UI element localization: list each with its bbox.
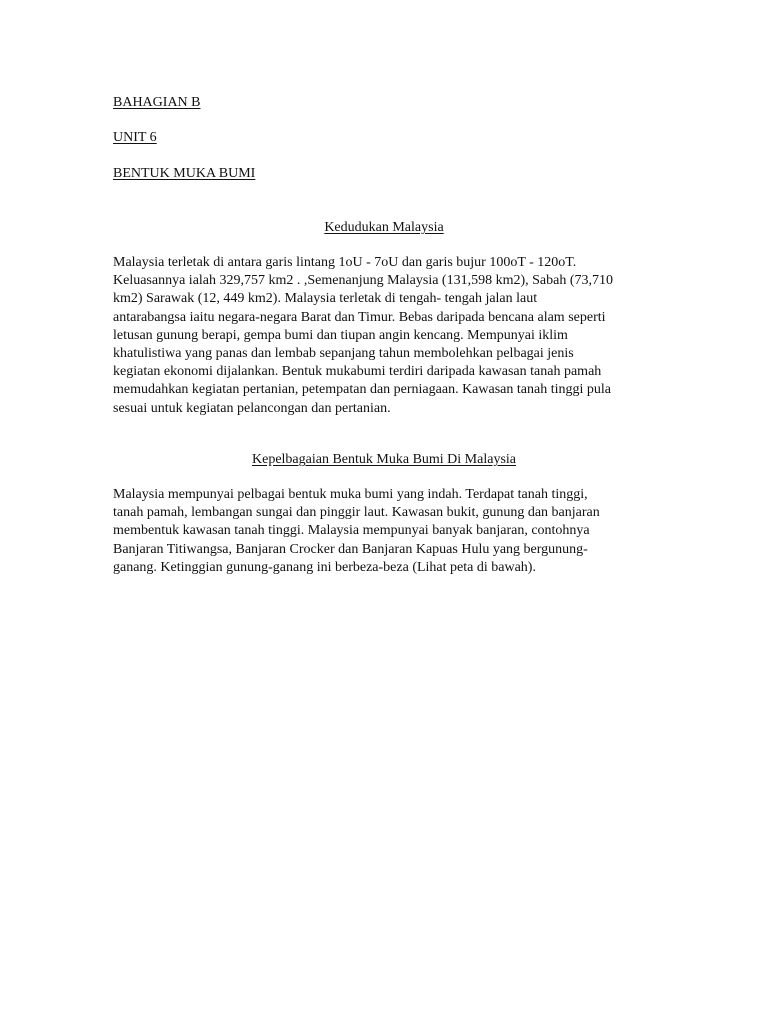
topic-heading: BENTUK MUKA BUMI <box>113 166 256 181</box>
section1-paragraph <box>113 254 658 418</box>
paragraph-line: membentuk kawasan tanah tinggi. Malaysia mempunyai banyak banjaran, contohnya <box>113 523 590 539</box>
section2-title: Kepelbagaian Bentuk Muka Bumi Di Malaysia <box>252 452 516 467</box>
section1-title: Kedudukan Malaysia <box>324 220 444 235</box>
paragraph-line: Malaysia terletak di antara garis lintang 1oU - 7oU dan garis bujur 100oT - 120oT. <box>113 255 577 270</box>
paragraph-line: sesuai untuk kegiatan pelancongan dan pertanian. <box>113 400 391 416</box>
unit-heading: UNIT 6 <box>113 130 157 145</box>
paragraph-line: Banjaran Titiwangsa, Banjaran Crocker dan Banjaran Kapuas Hulu yang bergunung- <box>113 541 588 557</box>
paragraph-line: khatulistiwa yang panas dan lembab sepanjang tahun membolehkan pelbagai jenis <box>113 346 574 362</box>
paragraph-line: km2) Sarawak (12, 449 km2). Malaysia terletak di tengah- tengah jalan laut <box>113 291 538 307</box>
paragraph-line: Keluasannya ialah 329,757 km2 . ,Semenanjung Malaysia (131,598 km2), Sabah (73,710 <box>113 273 614 289</box>
paragraph-line: ganang. Ketinggian gunung-ganang ini berbeza-beza (Lihat peta di bawah). <box>113 559 536 575</box>
paragraph-line: tanah pamah, lembangan sungai dan pinggir laut. Kawasan bukit, gunung dan banjaran <box>113 505 600 521</box>
paragraph-line: letusan gunung berapi, gempa bumi dan tiupan angin kencang. Mempunyai iklim <box>113 327 568 343</box>
paragraph-line: Malaysia mempunyai pelbagai bentuk muka bumi yang indah. Terdapat tanah tinggi, <box>113 487 588 502</box>
section-heading: BAHAGIAN B <box>113 95 201 110</box>
paragraph-line: antarabangsa iaitu negara-negara Barat dan Timur. Bebas daripada bencana alam seperti <box>113 309 606 325</box>
paragraph-line: memudahkan kegiatan pertanian, petempatan dan perniagaan. Kawasan tanah tinggi pula <box>113 382 611 398</box>
section2-paragraph <box>113 486 658 577</box>
paragraph-line: kegiatan ekonomi dijalankan. Bentuk mukabumi terdiri daripada kawasan tanah pamah <box>113 364 602 380</box>
